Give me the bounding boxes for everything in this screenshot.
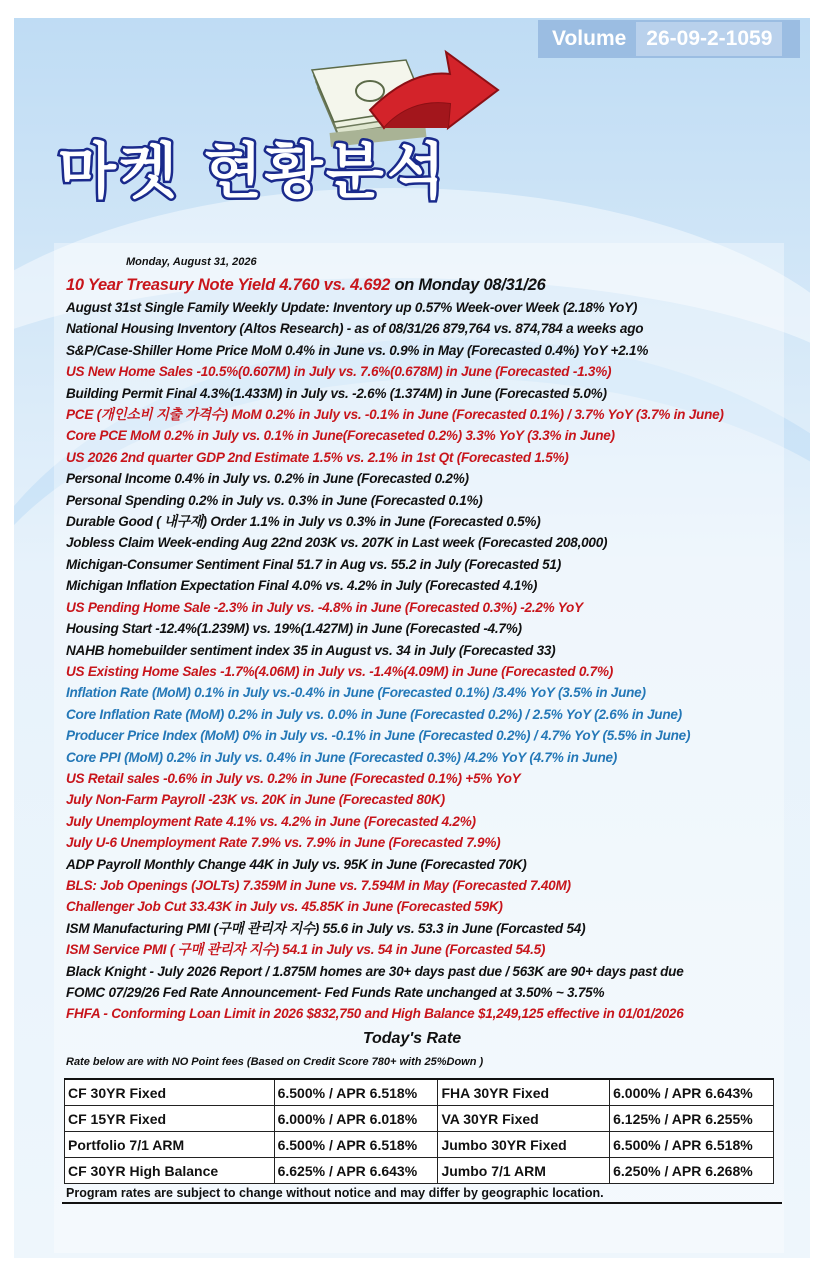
program-name: Portfolio 7/1 ARM bbox=[65, 1132, 275, 1158]
market-item: Core PPI (MoM) 0.2% in July vs. 0.4% in June (Forecasted 0.3%) /4.2% YoY (4.7% in June) bbox=[66, 748, 618, 765]
market-item: US 2026 2nd quarter GDP 2nd Estimate 1.5% vs. 2.1% in 1st Qt (Forecasted 1.5%) bbox=[66, 448, 569, 465]
market-item: US Retail sales -0.6% in July vs. 0.2% in June (Forecasted 0.1%) +5% YoY bbox=[66, 769, 521, 786]
market-item: July U-6 Unemployment Rate 7.9% vs. 7.9% in June (Forecasted 7.9%) bbox=[66, 834, 501, 851]
market-item: Producer Price Index (MoM) 0% in July vs. -0.1% in June (Forecasted 0.2%) / 4.7% YoY (5.5% in June) bbox=[66, 727, 691, 744]
market-item: Michigan Inflation Expectation Final 4.0% vs. 4.2% in July (Forecasted 4.1%) bbox=[66, 577, 538, 594]
rate-row bbox=[65, 1079, 774, 1106]
market-item: Core PCE MoM 0.2% in July vs. 0.1% in June(Forecaseted 0.2%) 3.3% YoY (3.3% in June) bbox=[66, 427, 615, 444]
market-item: ISM Manufacturing PMI (구매 관리자 지수) 55.6 in July vs. 53.3 in June (Forcasted 54) bbox=[66, 919, 586, 936]
market-item: Black Knight - July 2026 Report / 1.875M homes are 30+ days past due / 563K are 90+ days past due bbox=[66, 962, 684, 979]
market-item: FHFA - Conforming Loan Limit in 2026 $832,750 and High Balance $1,249,125 effective in 01/01/2026 bbox=[66, 1005, 684, 1022]
program-rate: 6.625% / APR 6.643% bbox=[274, 1158, 438, 1184]
market-item: FOMC 07/29/26 Fed Rate Announcement- Fed Funds Rate unchanged at 3.50% ~ 3.75% bbox=[66, 984, 605, 1000]
market-item: Personal Income 0.4% in July vs. 0.2% in June (Forecasted 0.2%) bbox=[66, 470, 469, 487]
market-item: Inflation Rate (MoM) 0.1% in July vs.-0.4% in June (Forecasted 0.1%) /3.4% YoY (3.5% in June) bbox=[66, 684, 646, 701]
rates-footnote: Program rates are subject to change without notice and may differ by geographic location. bbox=[62, 1184, 782, 1204]
program-rate: 6.500% / APR 6.518% bbox=[274, 1132, 438, 1158]
market-item: Personal Spending 0.2% in July vs. 0.3% in June (Forecasted 0.1%) bbox=[66, 491, 483, 508]
program-rate: 6.000% / APR 6.643% bbox=[610, 1079, 774, 1106]
headline-tail: on Monday 08/31/26 bbox=[390, 275, 546, 294]
market-item: PCE (개인소비 지출 가격수) MoM 0.2% in July vs. -0.1% in June (Forecasted 0.1%) / 3.7% YoY (3.7% in June) bbox=[66, 406, 724, 423]
market-item: Housing Start -12.4%(1.239M) vs. 19%(1.427M) in June (Forecasted -4.7%) bbox=[66, 620, 522, 637]
market-item: August 31st Single Family Weekly Update: Inventory up 0.57% Week-over Week (2.18% YoY) bbox=[66, 299, 638, 315]
market-item: US Pending Home Sale -2.3% in July vs. -4.8% in June (Forecasted 0.3%) -2.2% YoY bbox=[66, 598, 583, 615]
program-name: VA 30YR Fixed bbox=[438, 1106, 610, 1132]
headline-main: 10 Year Treasury Note Yield 4.760 vs. 4.692 bbox=[66, 275, 391, 294]
rate-table bbox=[64, 1078, 774, 1184]
market-item: Michigan-Consumer Sentiment Final 51.7 in Aug vs. 55.2 in July (Forecasted 51) bbox=[66, 555, 561, 572]
title-part-analysis: 현황분석 bbox=[203, 137, 448, 207]
program-name: Jumbo 30YR Fixed bbox=[438, 1132, 610, 1158]
rates-note: Rate below are with NO Point fees (Based on Credit Score 780+ with 25%Down ) bbox=[66, 1056, 484, 1068]
market-items bbox=[66, 273, 806, 1025]
market-item: Durable Good ( 내구재) Order 1.1% in July vs 0.3% in June (Forecasted 0.5%) bbox=[66, 513, 541, 530]
program-rate: 6.250% / APR 6.268% bbox=[610, 1158, 774, 1184]
market-item: Challenger Job Cut 33.43K in July vs. 45.85K in June (Forecasted 59K) bbox=[66, 898, 503, 915]
market-item: July Non-Farm Payroll -23K vs. 20K in June (Forecasted 80K) bbox=[66, 791, 445, 808]
program-name: CF 30YR High Balance bbox=[65, 1158, 275, 1184]
market-item: Core Inflation Rate (MoM) 0.2% in July vs. 0.0% in June (Forecasted 0.2%) / 2.5% YoY (2.6% in June) bbox=[66, 705, 682, 722]
market-item: ISM Service PMI ( 구매 관리자 지수) 54.1 in July vs. 54 in June (Forcasted 54.5) bbox=[66, 941, 546, 958]
rate-row bbox=[65, 1106, 774, 1132]
program-name: CF 30YR Fixed bbox=[65, 1079, 275, 1106]
program-rate: 6.125% / APR 6.255% bbox=[610, 1106, 774, 1132]
title-part-market: 마켓 bbox=[58, 137, 180, 207]
volume-number: 26-09-2-1059 bbox=[636, 22, 782, 56]
market-item: US New Home Sales -10.5%(0.607M) in July vs. 7.6%(0.678M) in June (Forecasted -1.3%) bbox=[66, 363, 612, 380]
program-name: FHA 30YR Fixed bbox=[438, 1079, 610, 1106]
market-item: US Existing Home Sales -1.7%(4.06M) in July vs. -1.4%(4.09M) in June (Forecasted 0.7%) bbox=[66, 662, 614, 679]
program-name: CF 15YR Fixed bbox=[65, 1106, 275, 1132]
market-item: S&P/Case-Shiller Home Price MoM 0.4% in June vs. 0.9% in May (Forecasted 0.4%) YoY +2.1% bbox=[66, 341, 649, 358]
volume-label: Volume bbox=[552, 27, 627, 50]
market-item: BLS: Job Openings (JOLTs) 7.359M in June vs. 7.594M in May (Forecasted 7.40M) bbox=[66, 876, 571, 893]
market-item: Building Permit Final 4.3%(1.433M) in July vs. -2.6% (1.374M) in June (Forecasted 5.0%) bbox=[66, 384, 607, 401]
program-name: Jumbo 7/1 ARM bbox=[438, 1158, 610, 1184]
program-rate: 6.000% / APR 6.018% bbox=[274, 1106, 438, 1132]
market-item: ADP Payroll Monthly Change 44K in July vs. 95K in June (Forecasted 70K) bbox=[66, 855, 527, 872]
newsletter-page bbox=[14, 18, 810, 1258]
program-rate: 6.500% / APR 6.518% bbox=[274, 1079, 438, 1106]
rates-title: Today's Rate bbox=[362, 1030, 462, 1047]
page-title bbox=[58, 137, 448, 207]
market-item: National Housing Inventory (Altos Research) - as of 08/31/26 879,764 vs. 874,784 a weeks ago bbox=[66, 320, 644, 337]
treasury-headline bbox=[66, 273, 782, 297]
rate-row bbox=[65, 1132, 774, 1158]
market-item: Jobless Claim Week-ending Aug 22nd 203K vs. 207K in Last week (Forecasted 208,000) bbox=[66, 534, 608, 551]
rate-row bbox=[65, 1158, 774, 1184]
program-rate: 6.500% / APR 6.518% bbox=[610, 1132, 774, 1158]
market-item: July Unemployment Rate 4.1% vs. 4.2% in June (Forecasted 4.2%) bbox=[66, 812, 476, 829]
report-date: Monday, August 31, 2026 bbox=[126, 256, 257, 268]
volume-badge bbox=[538, 20, 800, 58]
market-item: NAHB homebuilder sentiment index 35 in August vs. 34 in July (Forecasted 33) bbox=[66, 641, 556, 658]
